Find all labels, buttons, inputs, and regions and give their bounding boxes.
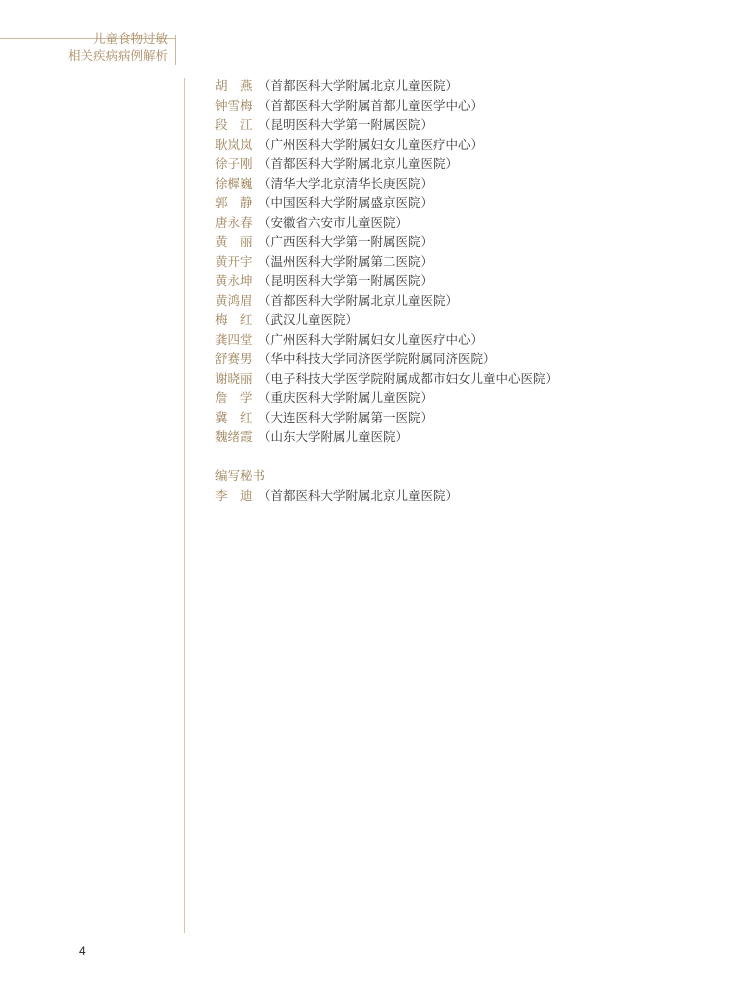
contributor-name: 郭 静 (215, 195, 253, 210)
contributor-affiliation: （大连医科大学附属第一医院） (258, 409, 434, 425)
contributor-affiliation: （首都医科大学附属首都儿童医学中心） (258, 97, 484, 113)
contributor-entry (215, 135, 695, 155)
contributor-affiliation: （昆明医科大学第一附属医院） (258, 117, 434, 132)
contributor-name: 徐子刚 (215, 156, 253, 171)
book-title-line1: 儿童食物过敏 (92, 31, 168, 46)
contributor-name: 詹 学 (215, 390, 253, 405)
secretary-affiliation: （首都医科大学附属北京儿童医院） (258, 487, 459, 503)
contributor-entry (215, 271, 695, 291)
contributor-affiliation: （昆明医科大学第一附属医院） (258, 273, 434, 288)
contributor-entry (215, 96, 695, 116)
contributor-name: 黄 丽 (215, 234, 253, 249)
contributor-name: 段 江 (215, 117, 253, 132)
contributor-affiliation: （首都医科大学附属北京儿童医院） (258, 78, 459, 93)
contributor-entry (215, 388, 695, 408)
contributor-name: 谢晓丽 (215, 370, 253, 386)
contributor-name: 徐樨巍 (215, 175, 253, 191)
contributor-entry (215, 349, 695, 369)
contributor-affiliation: （温州医科大学附属第二医院） (258, 253, 434, 269)
contributor-entry (215, 369, 695, 389)
contributor-name: 黄永坤 (215, 273, 253, 288)
contributor-name: 黄鸿眉 (215, 292, 253, 308)
contributor-affiliation: （首都医科大学附属北京儿童医院） (258, 292, 459, 308)
contributor-affiliation: （广州医科大学附属妇女儿童医疗中心） (258, 136, 484, 152)
contributor-entry (215, 310, 695, 330)
contributor-affiliation: （武汉儿童医院） (258, 312, 359, 327)
secretary-heading: 编写秘书 (215, 467, 266, 483)
contributor-name: 黄开宇 (215, 253, 253, 269)
contributor-affiliation: （山东大学附属儿童医院） (258, 429, 409, 444)
header-divider (175, 35, 176, 65)
contributor-name: 梅 红 (215, 312, 253, 327)
margin-line (184, 78, 185, 933)
contributor-affiliation: （安徽省六安市儿童医院） (258, 214, 409, 230)
contributor-name: 钟雪梅 (215, 97, 253, 113)
secretary-name: 李 迪 (215, 487, 253, 503)
contributor-affiliation: （华中科技大学同济医学院附属同济医院） (258, 351, 496, 366)
contributor-affiliation: （重庆医科大学附属儿童医院） (258, 390, 434, 405)
contributor-entry (215, 330, 695, 350)
contributor-entry (215, 193, 695, 213)
contributor-entry (215, 76, 695, 96)
contributor-name: 胡 燕 (215, 78, 253, 93)
contributor-name: 耿岚岚 (215, 136, 253, 152)
contributor-affiliation: （广西医科大学第一附属医院） (258, 234, 434, 249)
contributor-affiliation: （首都医科大学附属北京儿童医院） (258, 156, 459, 171)
contributor-affiliation: （广州医科大学附属妇女儿童医疗中心） (258, 331, 484, 347)
contributor-affiliation: （中国医科大学附属盛京医院） (258, 195, 434, 210)
secretary-entry (215, 486, 695, 506)
contributor-affiliation: （电子科技大学医学院附属成都市妇女儿童中心医院） (258, 370, 559, 386)
contributor-affiliation: （清华大学北京清华长庚医院） (258, 175, 434, 191)
contributor-entry (215, 154, 695, 174)
contributor-entry (215, 252, 695, 272)
book-title (68, 30, 168, 64)
contributor-entry (215, 213, 695, 233)
contributor-entry (215, 174, 695, 194)
contributor-entry (215, 408, 695, 428)
contributor-name: 唐永春 (215, 214, 253, 230)
page-number: 4 (79, 944, 86, 958)
contributor-name: 魏绪霞 (215, 429, 253, 444)
contributor-entry (215, 115, 695, 135)
contributor-entry (215, 291, 695, 311)
contributor-name: 舒赛男 (215, 351, 253, 366)
contributor-entry (215, 427, 695, 447)
contributor-name: 冀 红 (215, 409, 253, 425)
contributor-entry (215, 232, 695, 252)
contributor-list (215, 76, 695, 505)
contributor-name: 龚四堂 (215, 331, 253, 347)
book-title-line2: 相关疾病病例解析 (67, 48, 168, 63)
section-spacer (215, 447, 695, 465)
